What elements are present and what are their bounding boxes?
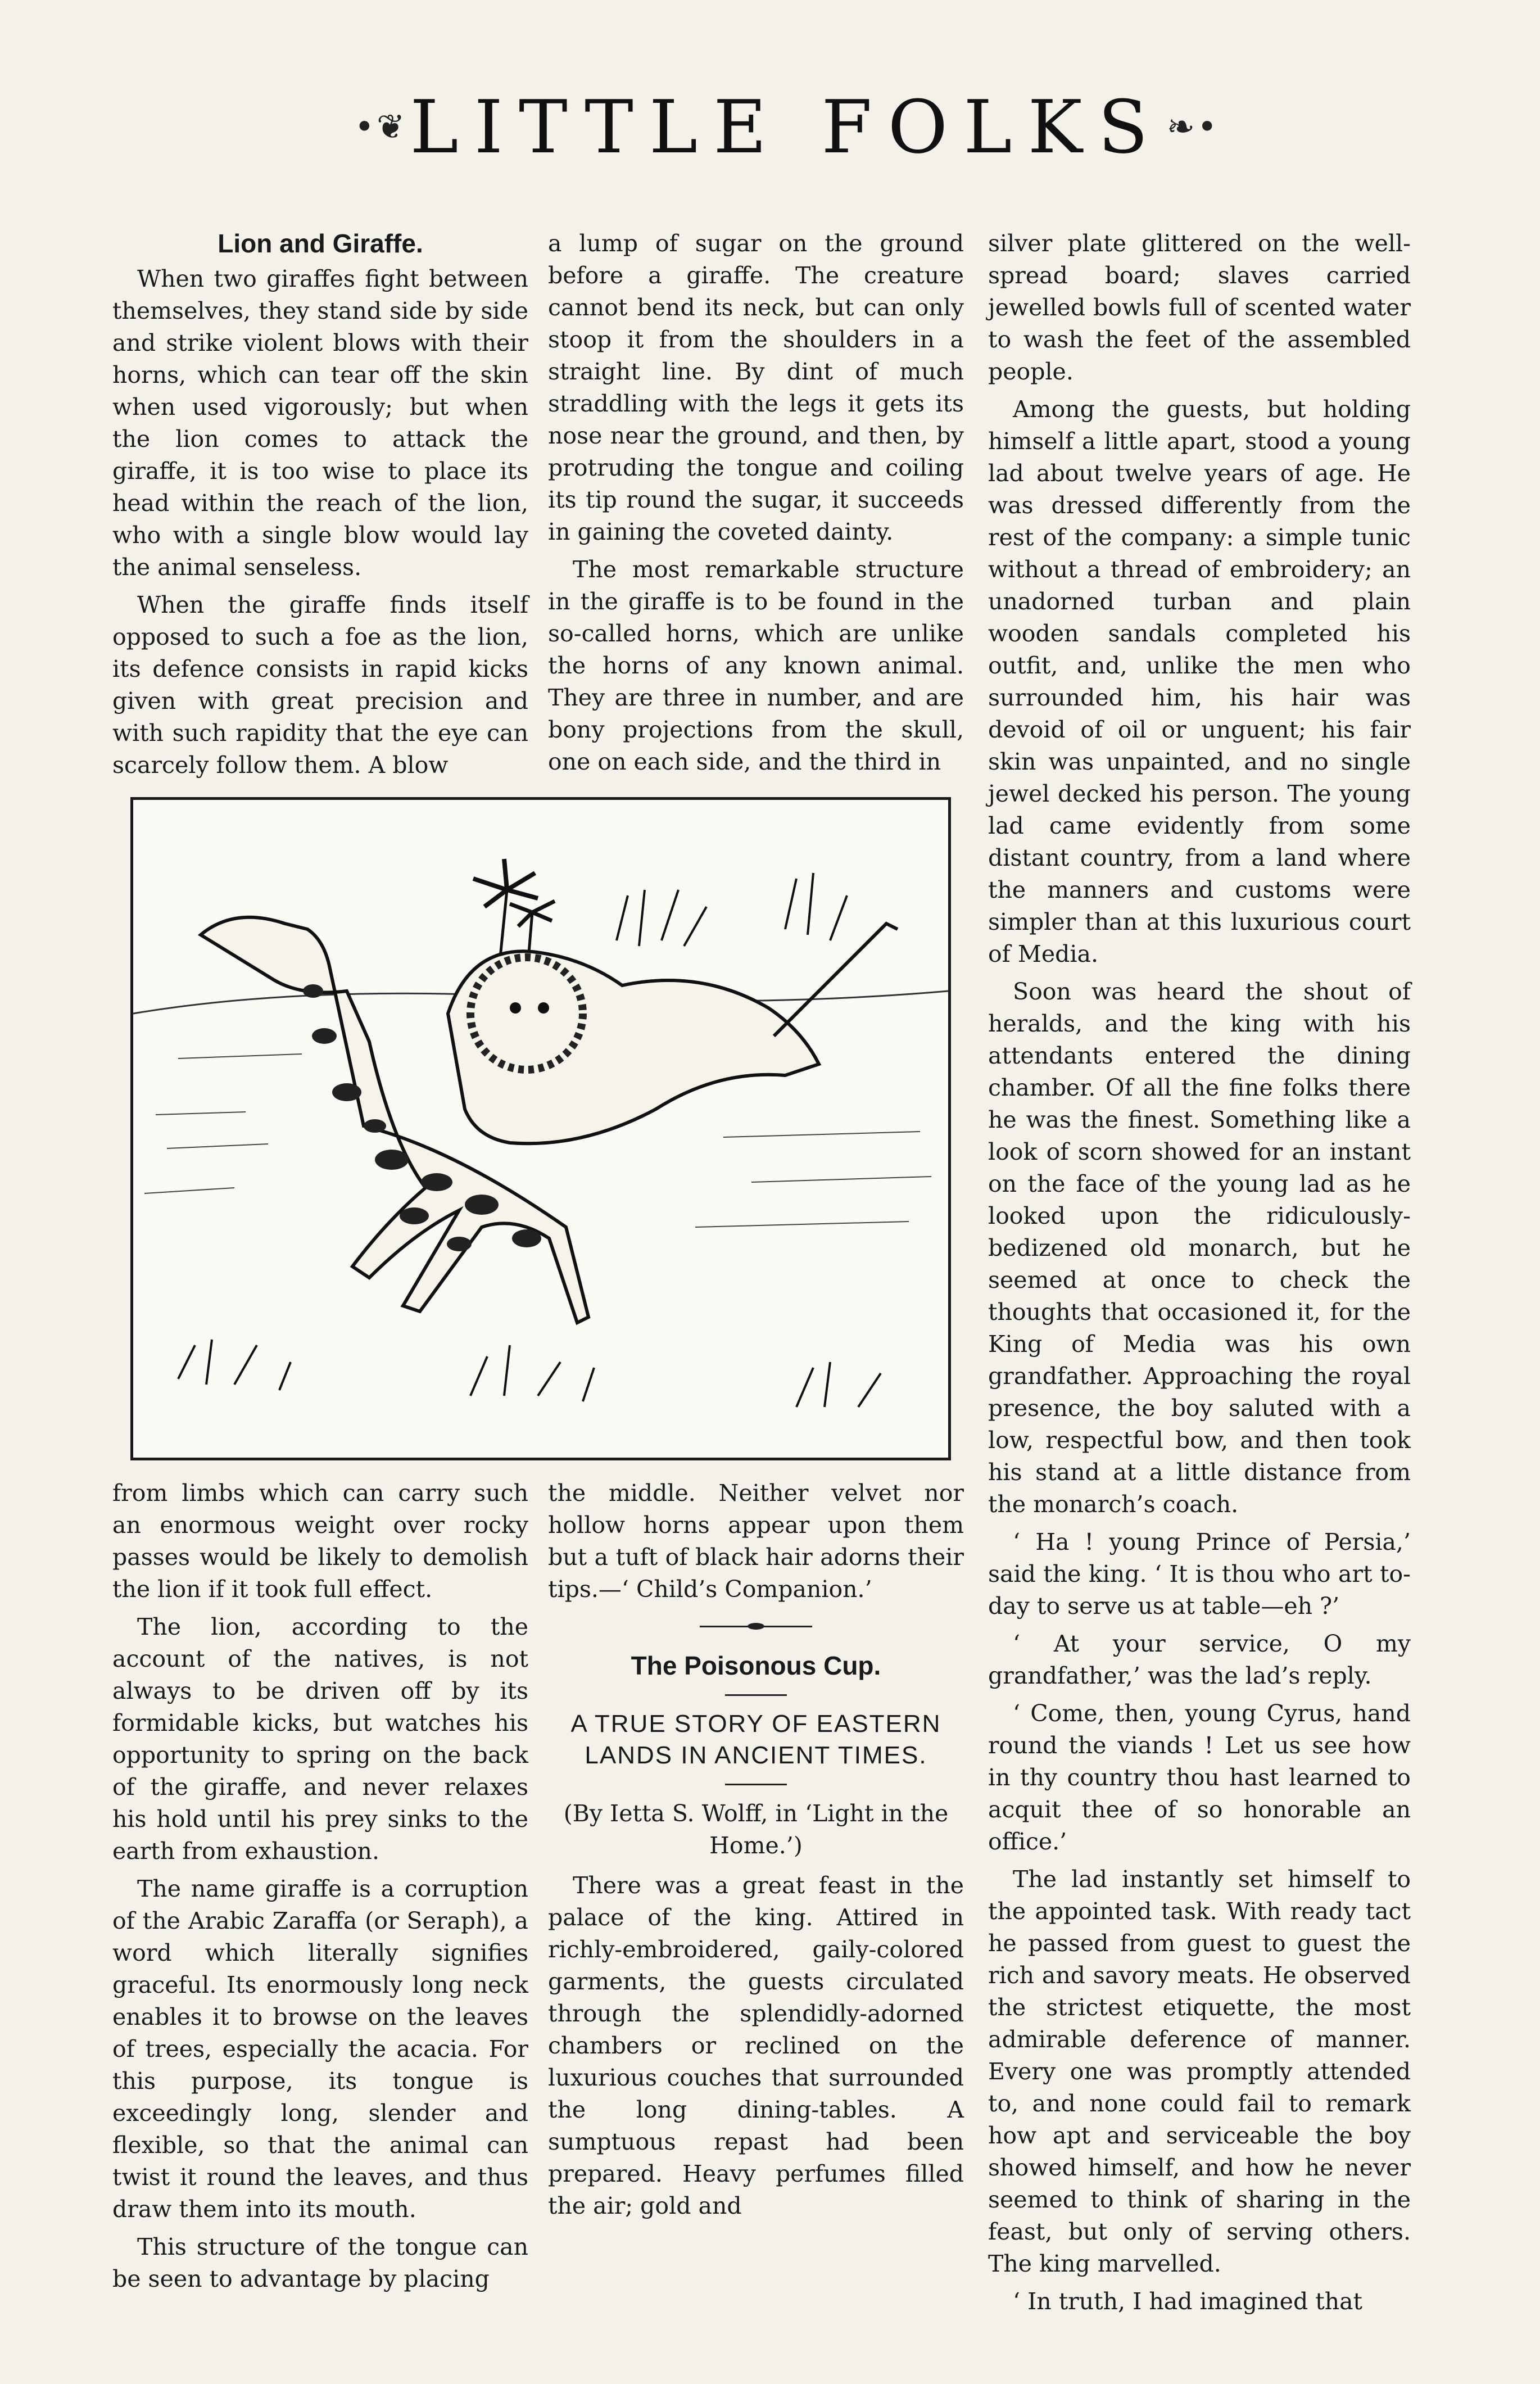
paragraph: When the giraffe finds itself opposed to such a foe as the lion, its defence consists in rapid kicks given with great precision and with such rapidity that the eye can scarcely follow them. A blow	[112, 591, 528, 779]
left-ornament-icon: •❦	[354, 107, 407, 147]
paragraph: The lion, according to the account of the natives, is not always to be driven off by its formidable kicks, but watches his opportunity to spring on the back of the giraffe, and never relaxes his hold until his prey sinks to the earth from exhaustion.	[112, 1613, 528, 1865]
paragraph: The most remarkable structure in the giraffe is to be found in the so-called horns, which are unlike the horns of any known animal. They are three in number, and are bony projections from the skull, one on each side, and the third in	[548, 556, 964, 775]
article1-col2-top	[548, 228, 964, 778]
paragraph: ‘ In truth, I had imagined that	[1013, 2288, 1363, 2315]
article1-col1-top	[112, 228, 528, 781]
article1-col1-bottom	[112, 1477, 528, 2295]
illustration-svg	[133, 800, 948, 1458]
paragraph: Among the guests, but holding himself a little apart, stood a young lad about twelve years of age. He was dressed differently from the rest of the company: a simple tunic without a thread of embroidery; an unadorned turban and plain wooden sandals completed his outfit, and, unlike the men who surrounded him, his hair was devoid of oil or unguent; his fair skin was unpainted, and no single jewel decked his person. The young lad came evidently from some distant country, from a land where the manners and customs were simpler than at this luxurious court of Media.	[988, 396, 1411, 967]
paragraph: the middle. Neither velvet nor hollow horns appear upon them but a tuft of black hair adorns their tips.—‘ Child’s Companion.’	[548, 1480, 964, 1603]
article1-col2-bottom	[548, 1477, 964, 2222]
paragraph: The name giraffe is a corruption of the Arabic Zaraffa (or Seraph), a word which literally signifies graceful. Its enormously long neck enables it to browse on the leaves of trees, especially the acacia. For this purpose, its tongue is exceedingly long, slender and flexible, so that the animal can twist it round the leaves, and thus draw them into its mouth.	[112, 1875, 528, 2223]
paragraph: ‘ At your service, O my grandfather,’ was the lad’s reply.	[988, 1630, 1411, 1689]
paragraph: from limbs which can carry such an enormous weight over rocky passes would be likely to demolish the lion if it took full effect.	[112, 1480, 528, 1603]
lion-giraffe-illustration	[130, 797, 951, 1460]
article2-col3	[988, 228, 1411, 2318]
divider	[725, 1694, 787, 1696]
paragraph: When two giraffes fight between themselves, they stand side by side and strike violent blows with their horns, which can tear off the skin when used vigorously; but when the lion comes to attack the giraffe, it is too wise to place its head within the reach of the lion, who with a single blow would lay the animal senseless.	[112, 265, 528, 581]
paragraph: The lad instantly set himself to the appointed task. With ready tact he passed from guest to guest the rich and savory meats. He observed the strictest etiquette, the most admirable deference of manner. Every one was promptly attended to, and none could fail to remark how apt and serviceable the boy showed himself, and how he never seemed to think of sharing in the feast, but only of serving others. The king marvelled.	[988, 1866, 1411, 2277]
paragraph: This structure of the tongue can be seen to advantage by placing	[112, 2233, 528, 2292]
paragraph: silver plate glittered on the well-spread board; slaves carried jewelled bowls full of scented water to wash the feet of the assembled people.	[988, 230, 1411, 385]
page-title: LITTLE FOLKS	[410, 84, 1164, 170]
article2-subtitle: A TRUE STORY OF EASTERN LANDS IN ANCIENT TIMES.	[570, 1710, 941, 1769]
paragraph: Soon was heard the shout of heralds, and the king with his attendants entered the dining chamber. Of all the fine folks there he was the finest. Something like a look of scorn showed for an instant on the face of the young lad as he looked upon the ridiculously-bedizened old monarch, but he seemed at once to check the thoughts that occasioned it, for the King of Media was his own grandfather. Approaching the royal presence, the boy saluted with a low, respectful bow, and then took his stand at a little distance from the monarch’s coach.	[988, 978, 1411, 1518]
article1-title: Lion and Giraffe.	[218, 229, 423, 258]
section-divider	[700, 1626, 812, 1627]
paragraph: ‘ Come, then, young Cyrus, hand round the viands ! Let us see how in thy country thou hast learned to acquit thee of so honorable an office.’	[988, 1700, 1411, 1855]
paragraph: a lump of sugar on the ground before a giraffe. The creature cannot bend its neck, but can only stoop it from the shoulders in a straight line. By dint of much straddling with the legs it gets its nose near the ground, and then, by protruding the tongue and coiling its tip round the sugar, it succeeds in gaining the coveted dainty.	[548, 230, 964, 545]
divider	[725, 1784, 787, 1785]
paragraph: There was a great feast in the palace of the king. Attired in richly-embroidered, gaily-colored garments, the guests circulated through the splendidly-adorned chambers or reclined on the luxurious couches that surrounded the long dining-tables. A sumptuous repast had been prepared. Heavy perfumes filled the air; gold and	[548, 1872, 964, 2219]
masthead	[337, 84, 1236, 174]
byline: (By Ietta S. Wolff, in ‘Light in the Home.’)	[563, 1800, 949, 1859]
paragraph: ‘ Ha ! young Prince of Persia,’ said the king. ‘ It is thou who art to-day to serve us at table—eh ?’	[988, 1528, 1411, 1620]
article2-title: The Poisonous Cup.	[631, 1651, 881, 1680]
right-ornament-icon: ❧•	[1166, 107, 1220, 147]
